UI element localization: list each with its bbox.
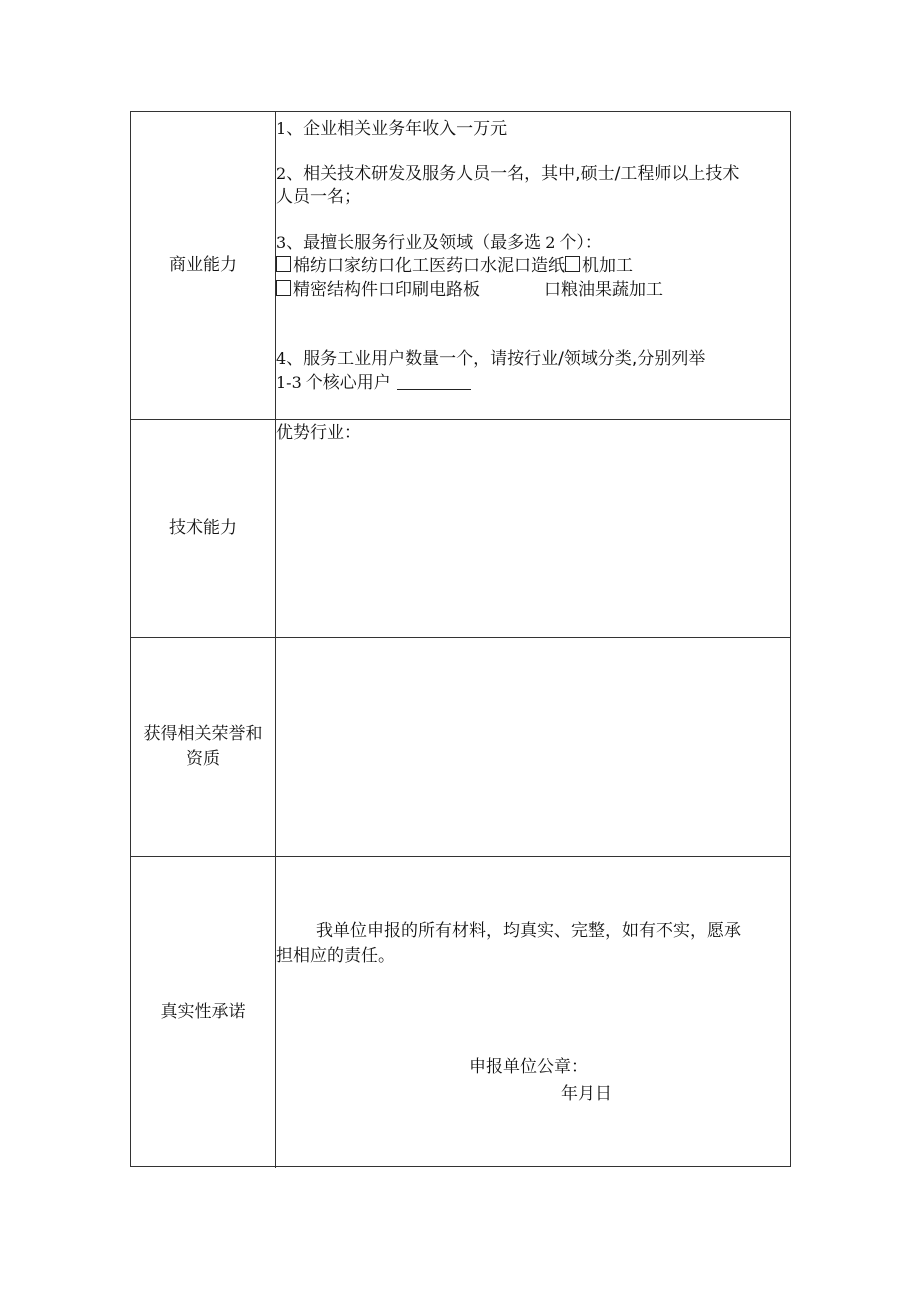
users-item-line2: 1-3 个核心用户: [276, 370, 471, 396]
checkbox-cotton-spinning[interactable]: [276, 256, 291, 272]
core-users-blank[interactable]: [397, 373, 471, 390]
option-papermaking: 造纸: [531, 256, 565, 276]
staff-item-line1: 2、相关技术研发及服务人员一名，其中,硕士/工程师以上技术: [276, 164, 740, 184]
box-glyph[interactable]: 口: [514, 256, 531, 276]
application-form-table: [130, 111, 791, 1167]
commitment-statement-line1: 我单位申报的所有材料，均真实、完整，如有不实，愿承: [316, 921, 741, 941]
box-glyph[interactable]: 口: [378, 280, 395, 300]
industry-options-line2: [276, 278, 480, 303]
box-glyph[interactable]: 口: [327, 256, 344, 276]
checkbox-machining[interactable]: [565, 256, 580, 272]
commitment-row: [131, 857, 790, 1168]
revenue-item: 1、企业相关业务年收入一万元: [276, 119, 508, 139]
honors-content[interactable]: [276, 638, 790, 856]
checkbox-precision-parts[interactable]: [276, 280, 291, 296]
industry-options-line1: [276, 254, 633, 279]
option-precision-parts: 精密结构件: [293, 280, 378, 300]
option-cement: 水泥: [480, 256, 514, 276]
industry-options-line2-right: [544, 278, 663, 303]
box-glyph[interactable]: 口: [378, 256, 395, 276]
tech-capability-label: 技术能力: [131, 420, 276, 637]
option-machining: 机加工: [582, 256, 633, 276]
tech-capability-row: [131, 420, 790, 638]
box-glyph[interactable]: 口: [544, 280, 561, 300]
option-grain-oil-produce: 粮油果蔬加工: [561, 280, 663, 300]
date-label: 年月日: [561, 1084, 612, 1104]
advantage-industry-label: 优势行业：: [276, 423, 361, 443]
users-item-line1: 4、服务工业用户数量一个，请按行业/领域分类,分别列举: [276, 349, 706, 369]
business-capability-content: [276, 112, 790, 419]
seal-label: 申报单位公章：: [469, 1057, 588, 1077]
box-glyph[interactable]: 口: [463, 256, 480, 276]
staff-item-line2: 人员一名；: [276, 187, 361, 207]
commitment-content: [276, 857, 790, 1168]
commitment-statement-line2: 担相应的责任。: [276, 946, 395, 966]
option-pcb: 印刷电路板: [395, 280, 480, 300]
business-capability-row: [131, 112, 790, 420]
option-chemical-pharma: 化工医药: [395, 256, 463, 276]
industry-item-heading: 3、最擅长服务行业及领域（最多选 2 个）：: [276, 233, 602, 253]
business-capability-label: 商业能力: [131, 112, 276, 419]
commitment-label: 真实性承诺: [131, 857, 276, 1168]
tech-capability-content: [276, 420, 790, 637]
honors-label: 获得相关荣誉和 资质: [131, 638, 276, 856]
option-home-textile: 家纺: [344, 256, 378, 276]
option-cotton-spinning: 棉纺: [293, 256, 327, 276]
honors-row: [131, 638, 790, 857]
